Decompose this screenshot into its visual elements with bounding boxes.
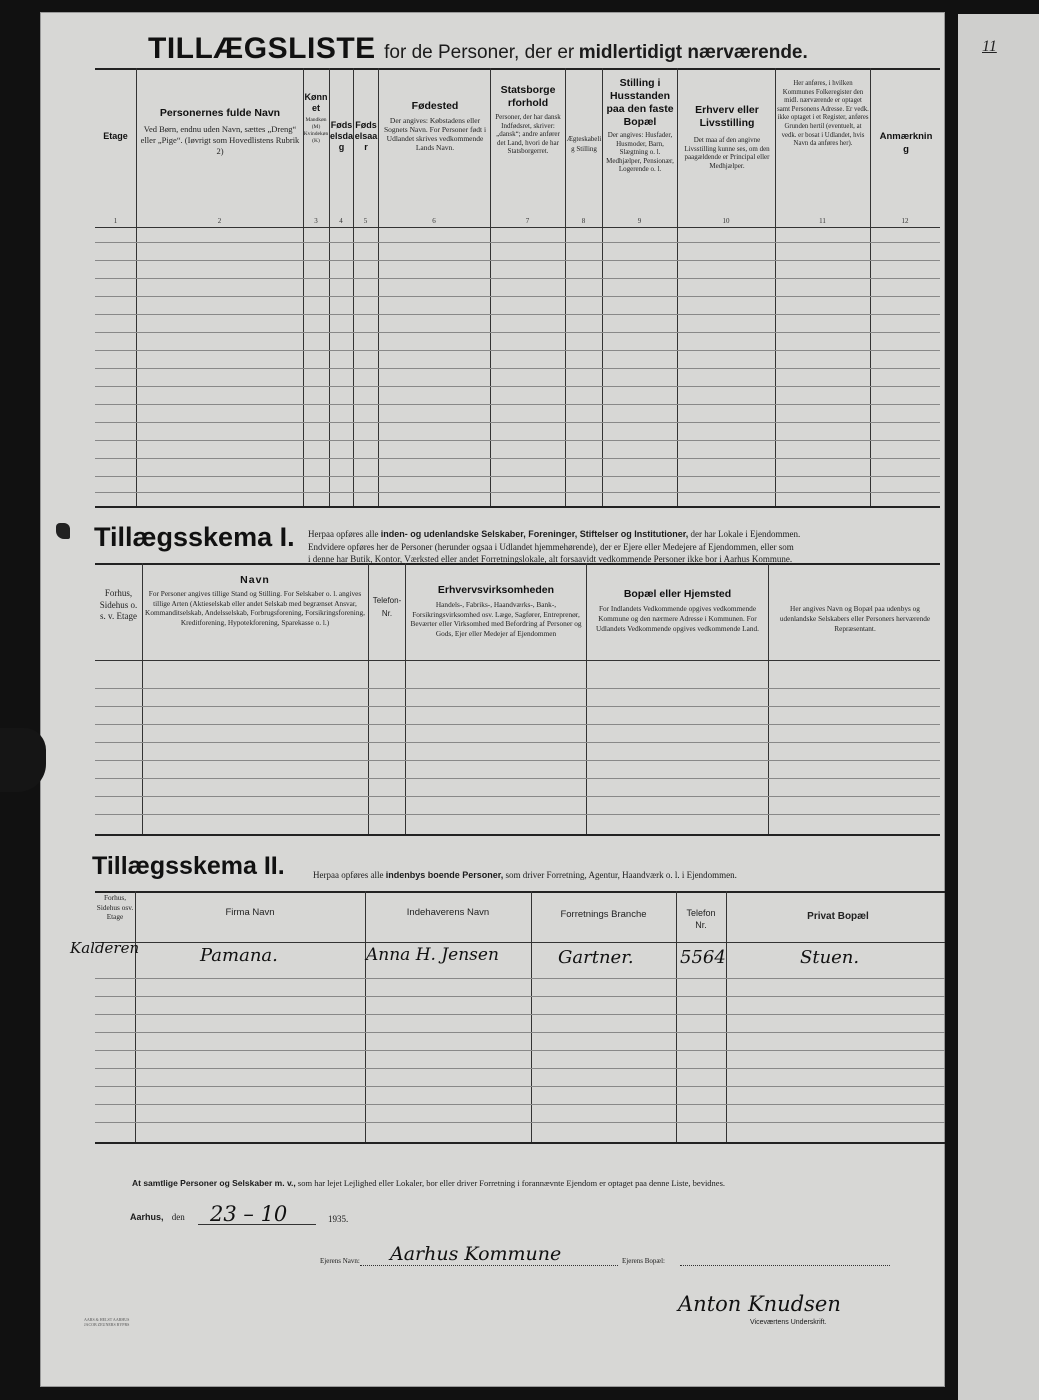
signature-label: Viceværtens Underskrift. — [750, 1319, 827, 1326]
col-occupation: Erhverv eller Livsstilling Det maa af den angivne Livsstilling kunne ses, om den paagældende er Principal eller Medhjælper. — [684, 104, 770, 170]
colnum-2: 2 — [217, 217, 222, 225]
colnum-4: 4 — [339, 217, 343, 225]
s1-col-etage: Forhus, Sidehus o. s. v. Etage — [99, 588, 138, 621]
signature-handwritten: Anton Knudsen — [678, 1292, 841, 1316]
colnum-5: 5 — [363, 217, 368, 225]
col-sex: Kønnet Mandkøn (M) Kvindekøn (K) — [303, 92, 329, 144]
s2-col-branch: Forretnings Branche — [560, 909, 647, 920]
col-address: Her anføres, i hvilken Kommunes Folkeregister den midl. nærværende er optaget samt Personens Adresse. Er vedk. ikke optaget i et Register, anføres Grunden hertil (eventuelt, at vedk. er bosat i Udlandet, hvis Navn da anføres her). — [777, 80, 869, 148]
colnum-7: 7 — [525, 217, 530, 225]
census-form-page — [40, 12, 945, 1387]
entry-private-address: Stuen. — [800, 947, 860, 968]
entry-branch: Gartner. — [558, 947, 634, 968]
s2-col-etage: Forhus, Sidehus osv. Etage — [96, 893, 134, 921]
colnum-12: 12 — [901, 217, 909, 225]
s2-col-private: Privat Bopæl — [807, 911, 869, 922]
s1-col-business: Erhvervsvirksomheden Handels-, Fabriks-, Haandværks-, Bank-, Forsikringsvirksomhed osv. Læge, Sagfører, Entreprenør, Beværter eller Virksomhed med Befordring af Personer og Gods, Ejer eller Medejer af Ejendommen — [410, 584, 582, 638]
skema1-title: Tillægsskema I. — [94, 522, 295, 552]
colnum-11: 11 — [819, 217, 826, 225]
colnum-3: 3 — [314, 217, 318, 225]
s1-col-phone: Telefon-Nr. — [372, 596, 402, 618]
colnum-8: 8 — [581, 217, 586, 225]
entry-owner: Anna H. Jensen — [366, 945, 499, 965]
entry-firm: Pamana. — [200, 945, 278, 966]
s2-col-firm: Firma Navn — [225, 907, 275, 918]
date-handwritten: 23 – 10 — [210, 1202, 288, 1226]
owner-handwritten: Aarhus Kommune — [390, 1243, 562, 1265]
col-birthplace: Fødested Der angives: Købstadens eller Sognets Navn. For Personer født i Udlandet skrives vedkommende Lands Navn. — [383, 100, 487, 152]
colnum-10: 10 — [722, 217, 730, 225]
colnum-1: 1 — [113, 217, 118, 225]
s1-col-representative: Her angives Navn og Bopæl paa udenbys og udenlandske Selskabers eller Personers herværende Repræsentant. — [779, 604, 931, 633]
title-rest: for de Personer, der er — [384, 42, 575, 63]
col-birthyear: Fødselsaar — [354, 120, 378, 152]
skema2-title: Tillægsskema II. — [92, 852, 285, 880]
printer-imprint: AARS & HELST AARHUS JACOB ZEUNERS BYPRS — [84, 1317, 130, 1327]
tab-mark — [56, 523, 70, 539]
col-etage: Etage — [103, 131, 128, 141]
title-emph: midlertidigt nærværende. — [578, 42, 808, 63]
s1-col-residence: Bopæl eller Hjemsted For Indlandets Vedkommende opgives vedkommende Kommune og den nærmere Adresse i Kommunen. For Udlandets Vedkommende opgives vedkommende Land. — [596, 588, 759, 633]
col-birthday: Fødselsdag — [330, 120, 354, 152]
attestation-text: At samtlige Personer og Selskaber m. v., som har lejet Lejlighed eller Lokaler, bor eller driver Forretning i forannævnte Ejendom er optaget paa denne Liste, bevidnes. — [132, 1178, 726, 1188]
title-bold: TILLÆGSLISTE — [148, 32, 376, 65]
entry-etage: Kalderen — [70, 939, 140, 957]
page-clip — [0, 728, 46, 792]
main-list-title — [148, 32, 945, 66]
skema2-description: Herpaa opføres alle indenbys boende Personer, som driver Forretning, Agentur, Haandværk o. l. i Ejendommen. — [313, 870, 737, 880]
owner-line: Ejerens Navn: Aarhus Kommune Ejerens Bopæl: — [320, 1243, 665, 1265]
adjacent-page-number: 11 — [982, 38, 997, 55]
col-remark: Anmærkning — [879, 131, 933, 155]
colnum-9: 9 — [637, 217, 642, 225]
s1-col-name: Navn For Personer angives tillige Stand og Stilling. For Selskaber o. l. angives tillige Arten (Aktieselskab eller andet Selskab med begrænset Ansvar, Kommanditselskab, Andelsselskab, Forbrugsforening, Forsikringsforening, Kreditforening, Hypotekforening, Sparekasse o. l.) — [145, 574, 365, 627]
date-line: Aarhus, den 23 – 10 1935. — [130, 1202, 349, 1226]
col-household: Stilling i Husstanden paa den faste Bopæl Der angives: Husfader, Husmoder, Barn, Slægtning o. l. Medhjælper, Pensionær, Logerende o. l. — [606, 77, 674, 173]
s2-col-phone: Telefon Nr. — [686, 908, 716, 930]
entry-phone: 5564 — [680, 947, 726, 968]
skema1-description: Herpaa opføres alle inden- og udenlandske Selskaber, Foreninger, Stiftelser og Institutioner, der har Lokale i Ejendommen. Endvidere opføres her de Personer (herunder ogsaa i Udlandet hjemmehørende), der er Ejere eller Medejere af Ejendommen, eller som i denne har Butik, Kontor, Værksted eller andet Forretningslokale, alt forsaavidt vedkommende Personer ikke bor i Aarhus Kommune. — [308, 529, 801, 564]
adjacent-page — [958, 14, 1039, 1400]
col-citizenship: Statsborgerforhold Personer, der har dansk Indfødsret, skriver: „dansk“; andre anfører det Land, hvori de har Statsborgerret. — [495, 84, 561, 155]
col-marital: Ægteskabelig Stilling — [566, 135, 602, 153]
col-name: Personernes fulde Navn Ved Børn, endnu uden Navn, sættes „Dreng“ eller „Pige“. (Iøvrigt som Hovedlistens Rubrik 2) — [140, 107, 300, 156]
colnum-6: 6 — [432, 217, 436, 225]
s2-col-owner: Indehaverens Navn — [406, 907, 490, 918]
